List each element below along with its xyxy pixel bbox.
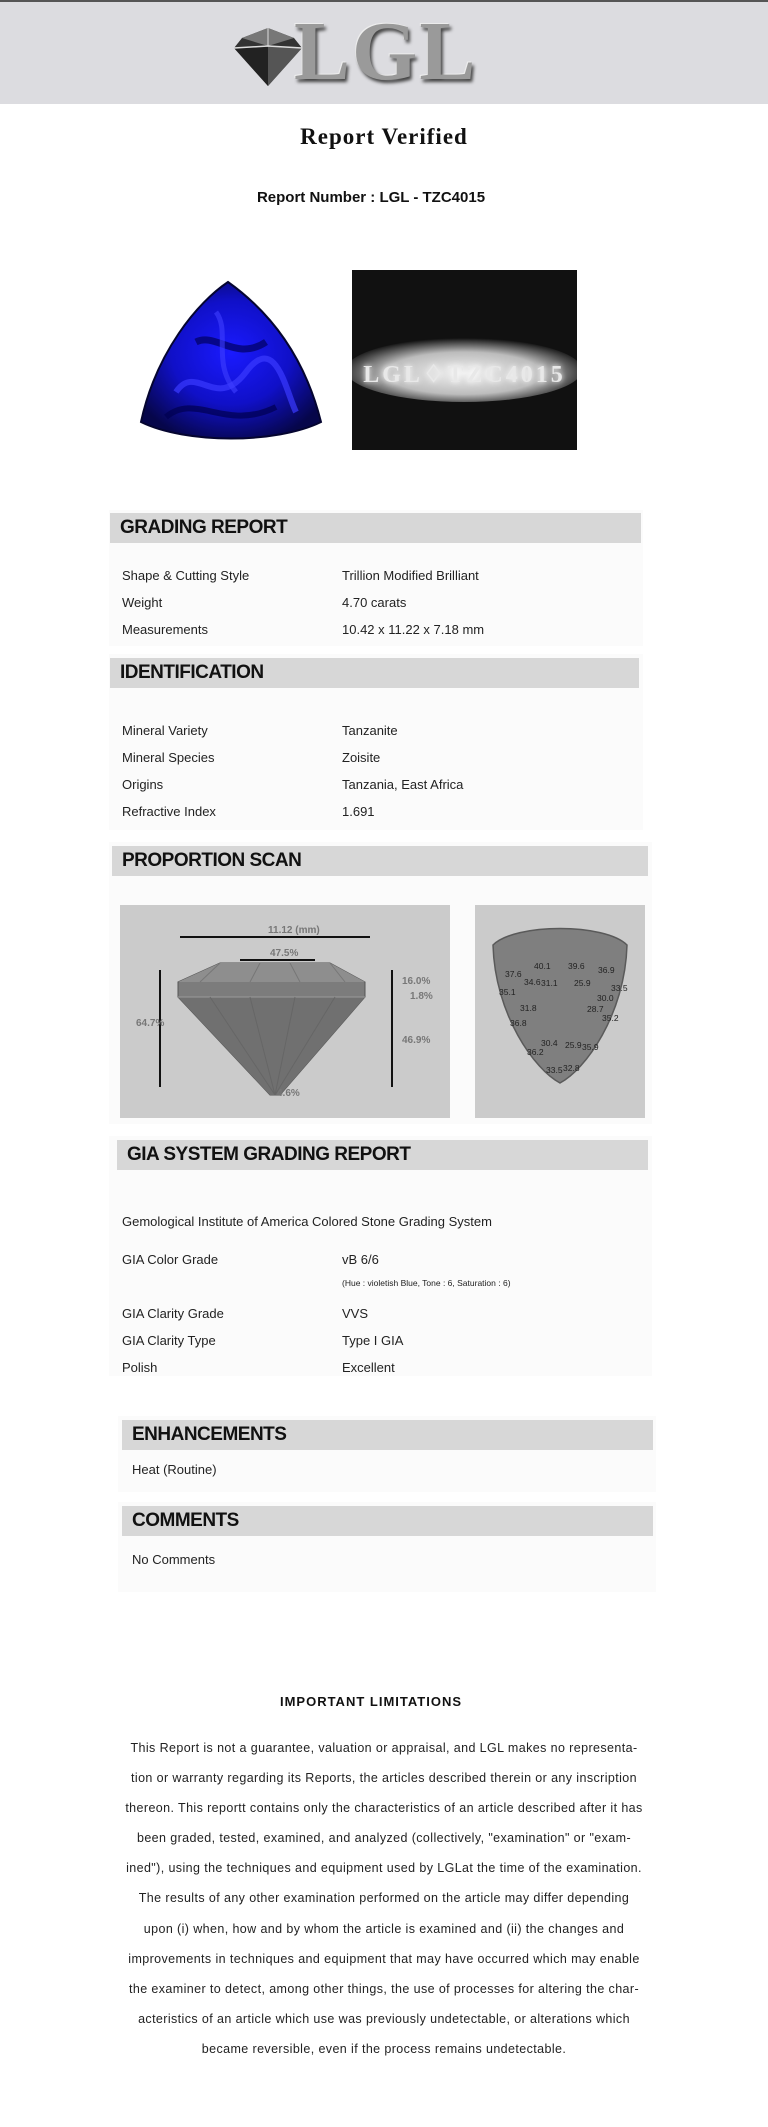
limitations-line: became reversible, even if the process remains undetectable.	[201, 2041, 567, 2056]
shape-value: Trillion Modified Brilliant	[342, 568, 479, 583]
tv-value: 35.1	[499, 987, 516, 997]
proportion-scan-heading: PROPORTION SCAN	[112, 846, 648, 876]
top-view-diagram	[475, 905, 645, 1118]
tv-value: 36.8	[510, 1018, 527, 1028]
table-percent: 47.5%	[270, 948, 299, 959]
limitations-line: been graded, tested, examined, and analyzed (collectively, "examination" or "exam-	[136, 1831, 632, 1846]
gia-clarity-grade-value: VVS	[342, 1306, 369, 1321]
tv-value: 31.8	[520, 1003, 537, 1013]
gia-color-value: vB 6/6	[342, 1252, 379, 1267]
width-measure: 11.12 (mm)	[268, 925, 320, 936]
weight-label: Weight	[122, 595, 163, 610]
side-profile-diagram	[120, 905, 450, 1118]
tv-value: 25.9	[574, 978, 591, 988]
tv-value: 34.6	[524, 977, 541, 987]
tv-value: 36.9	[598, 965, 615, 975]
origins-label: Origins	[122, 777, 164, 792]
culet-percent: 4.6%	[277, 1088, 300, 1099]
origins-value: Tanzania, East Africa	[342, 777, 464, 792]
tv-value: 37.6	[505, 969, 522, 979]
measurements-label: Measurements	[122, 622, 208, 637]
tv-value: 36.2	[527, 1047, 544, 1057]
limitations-line: This Report is not a guarantee, valuation or appraisal, and LGL makes no representa-	[130, 1741, 638, 1755]
limitations-body	[118, 1733, 650, 2064]
gia-intro: Gemological Institute of America Colored Stone Grading System	[122, 1214, 492, 1229]
limitations-line: improvements in techniques and equipment that may have occurred which may enable	[128, 1951, 640, 1966]
gia-clarity-type-value: Type I GIA	[342, 1333, 404, 1348]
tv-value: 35.2	[602, 1013, 619, 1023]
inscription-photo	[352, 270, 577, 450]
tv-value: 30.4	[541, 1038, 558, 1048]
tv-value: 33.5	[546, 1065, 563, 1075]
grading-report-heading: GRADING REPORT	[110, 513, 641, 543]
tv-value: 28.7	[587, 1004, 604, 1014]
limitations-line: thereon. This reportt contains only the characteristics of an article described after it has	[125, 1801, 643, 1816]
limitations-line: upon (i) when, how and by whom the article is examined and (ii) the changes and	[143, 1921, 625, 1936]
limitations-line: tion or warranty regarding its Reports, the articles described therein or any inscription	[131, 1771, 637, 1786]
refractive-index-value: 1.691	[342, 804, 375, 819]
tv-value: 33.5	[611, 983, 628, 993]
limitations-line: ined"), using the techniques and equipment used by LGLat the time of the examination.	[126, 1861, 642, 1876]
tv-value: 25.9	[565, 1040, 582, 1050]
mineral-variety-label: Mineral Variety	[122, 723, 208, 738]
gia-color-note: (Hue : violetish Blue, Tone : 6, Saturation : 6)	[342, 1278, 511, 1288]
enhancements-text: Heat (Routine)	[132, 1462, 217, 1477]
enhancements-heading: ENHANCEMENTS	[122, 1420, 653, 1450]
header-banner	[0, 2, 768, 104]
refractive-index-label: Refractive Index	[122, 804, 216, 819]
mineral-species-value: Zoisite	[342, 750, 381, 765]
page-title: Report Verified	[300, 124, 468, 149]
polish-label: Polish	[122, 1360, 158, 1375]
gia-color-label: GIA Color Grade	[122, 1252, 219, 1267]
comments-text: No Comments	[132, 1552, 216, 1567]
total-depth-percent: 64.7%	[136, 1018, 165, 1029]
report-number: Report Number : LGL - TZC4015	[256, 189, 486, 206]
polish-value: Excellent	[342, 1360, 395, 1375]
gemstone-photo	[136, 272, 326, 462]
pavilion-percent: 46.9%	[402, 1035, 431, 1046]
gia-clarity-type-label: GIA Clarity Type	[122, 1333, 216, 1348]
shape-label: Shape & Cutting Style	[122, 568, 250, 583]
inscription-text: LGL♢TZC4015	[363, 362, 566, 388]
lgl-logo[interactable]	[232, 5, 492, 98]
tv-value: 32.8	[563, 1063, 580, 1073]
gia-heading: GIA SYSTEM GRADING REPORT	[117, 1140, 648, 1170]
limitations-line: the examiner to detect, among other things, the use of processes for altering the char-	[128, 1981, 640, 1996]
limitations-line: acteristics of an article which use was previously undetectable, or alterations which	[138, 2011, 630, 2026]
limitations-heading: IMPORTANT LIMITATIONS	[279, 1694, 463, 1709]
limitations-line: The results of any other examination performed on the article may differ depending	[138, 1891, 630, 1906]
measurements-value: 10.42 x 11.22 x 7.18 mm	[342, 622, 485, 637]
identification-heading: IDENTIFICATION	[110, 658, 639, 688]
mineral-variety-value: Tanzanite	[342, 723, 398, 738]
weight-value: 4.70 carats	[342, 595, 407, 610]
logo-text: LGL	[294, 5, 478, 98]
tv-value: 30.0	[597, 993, 614, 1003]
comments-heading: COMMENTS	[122, 1506, 653, 1536]
tv-value: 40.1	[534, 961, 551, 971]
tv-value: 39.6	[568, 961, 585, 971]
tv-value: 35.9	[582, 1042, 599, 1052]
mineral-species-label: Mineral Species	[122, 750, 215, 765]
gia-clarity-grade-label: GIA Clarity Grade	[122, 1306, 224, 1321]
girdle-percent: 1.8%	[410, 991, 433, 1002]
tv-value: 31.1	[541, 978, 558, 988]
crown-percent: 16.0%	[402, 976, 431, 987]
